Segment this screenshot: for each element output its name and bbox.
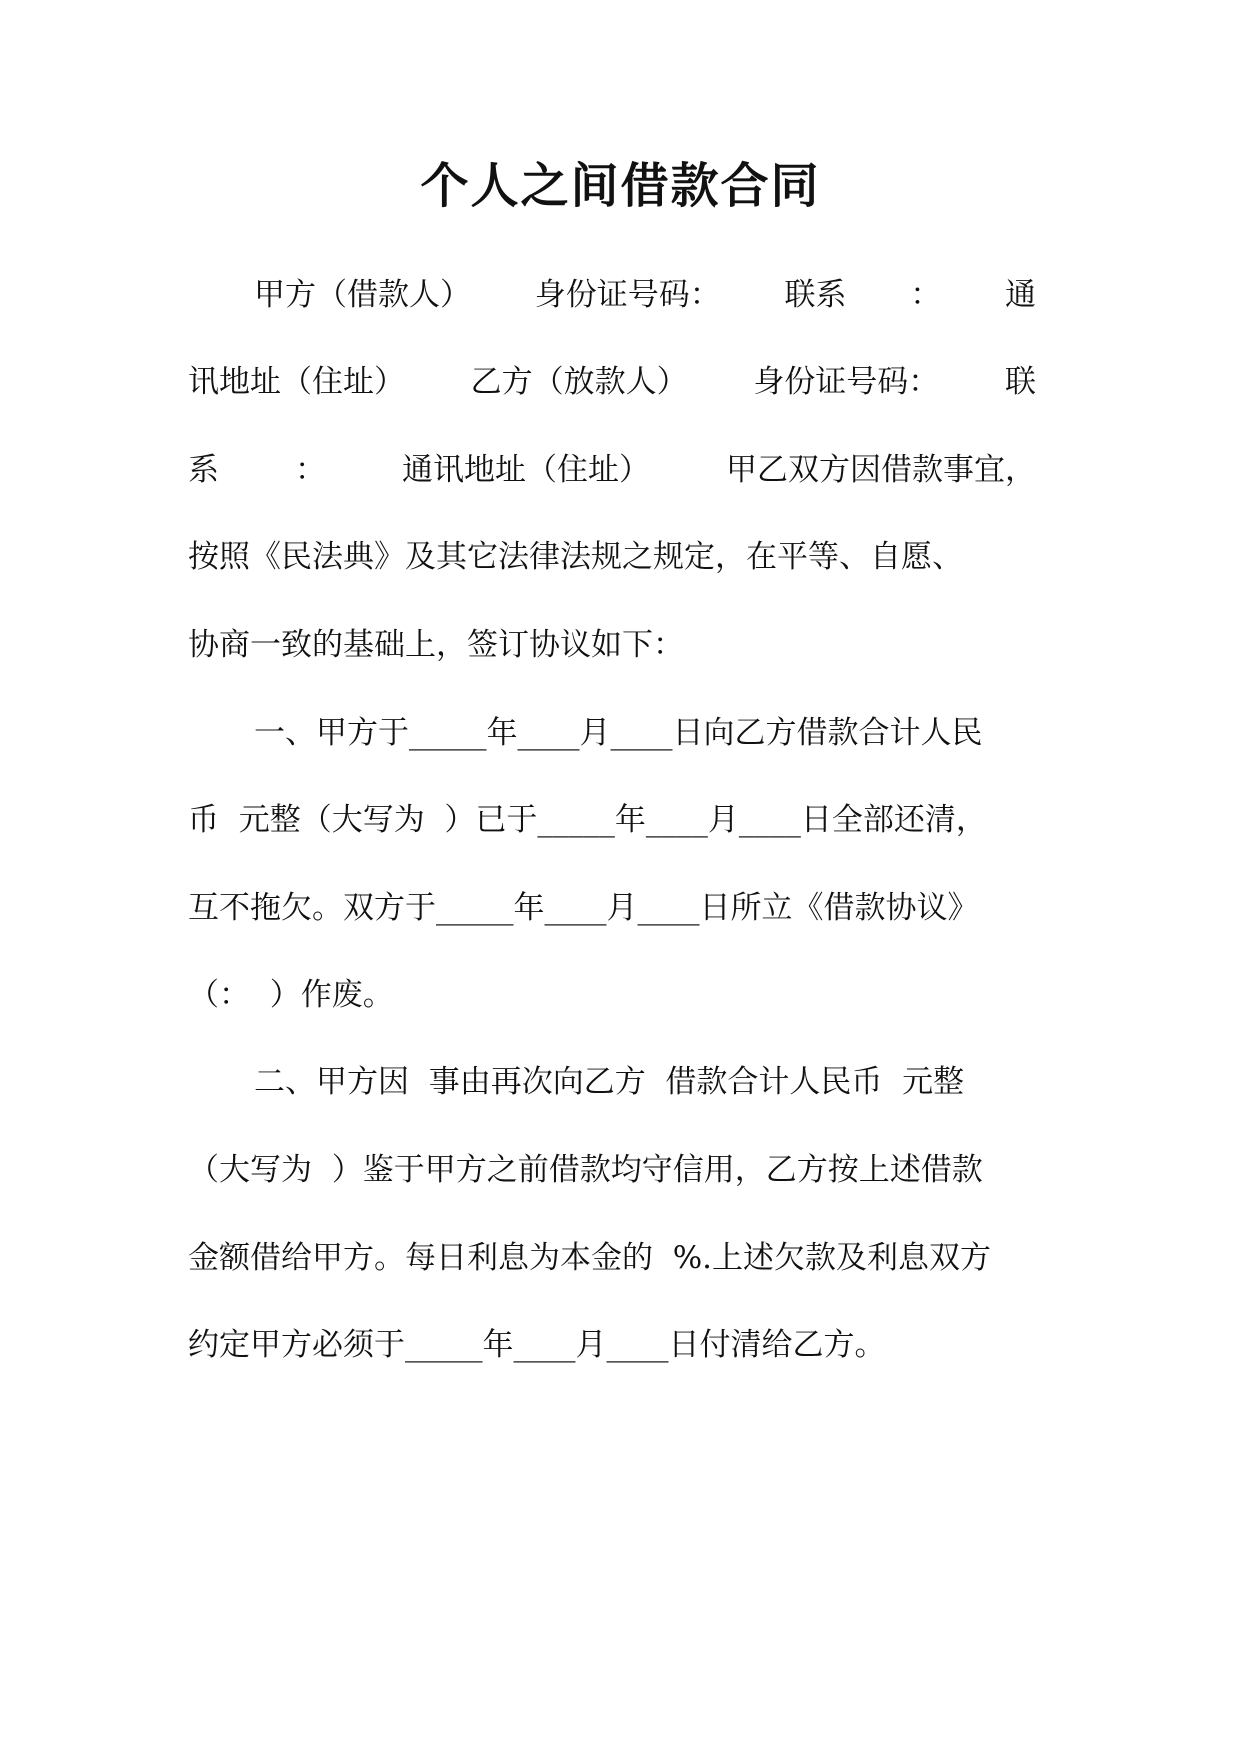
text-segment: 联: [1004, 364, 1036, 400]
clause-2-line-2: [188, 1140, 1036, 1200]
text-segment: ：: [910, 277, 942, 313]
text-segment: 币 元整（大写为 ）已于_____年____月____日全部还清，: [188, 802, 987, 838]
text-segment: 甲方（借款人）: [254, 277, 471, 313]
clause-2-line-4: [188, 1315, 1036, 1375]
paragraph-line-2: [188, 352, 1036, 412]
text-segment: （： ）作废。: [188, 977, 394, 1013]
paragraph-line-1: [254, 265, 1036, 325]
text-segment: ：: [295, 452, 326, 488]
paragraph-line-5: [188, 615, 1036, 675]
text-segment: 协商一致的基础上，签订协议如下：: [188, 627, 684, 663]
clause-1-line-2: [188, 790, 1036, 850]
text-segment: 通讯地址（住址）: [402, 452, 650, 488]
clause-2-line-1: [254, 1052, 1036, 1112]
text-segment: 约定甲方必须于_____年____月____日付清给乙方。: [188, 1327, 886, 1363]
text-segment: 系: [188, 452, 219, 488]
text-segment: 身份证号码：: [534, 277, 721, 313]
clause-1-line-3: [188, 878, 1036, 938]
clause-1-line-1: [254, 703, 1036, 763]
clause-1-line-4: [188, 965, 1036, 1025]
text-segment: 通: [1005, 277, 1036, 313]
text-segment: 讯地址（住址）: [188, 364, 405, 400]
text-segment: 身份证号码：: [753, 364, 940, 400]
text-segment: 二、甲方因 事由再次向乙方 借款合计人民币 元整: [254, 1064, 965, 1100]
text-segment: 互不拖欠。双方于_____年____月____日所立《借款协议》: [188, 890, 979, 926]
text-segment: 一、甲方于_____年____月____日向乙方借款合计人民: [254, 715, 983, 751]
paragraph-line-4: [188, 527, 1036, 587]
text-segment: （大写为 ）鉴于甲方之前借款均守信用，乙方按上述借款: [188, 1152, 983, 1188]
clause-2-line-3: [188, 1228, 1036, 1288]
document-title: 个人之间借款合同: [420, 158, 821, 214]
paragraph-line-3: [188, 440, 1036, 500]
text-segment: 按照《民法典》及其它法律法规之规定，在平等、自愿、: [188, 539, 963, 575]
text-segment: 金额借给甲方。每日利息为本金的 %.上述欠款及利息双方: [188, 1240, 992, 1276]
text-segment: 乙方（放款人）: [470, 364, 688, 400]
text-segment: 联系: [784, 277, 847, 313]
text-segment: 甲乙双方因借款事宜，: [726, 452, 1036, 488]
